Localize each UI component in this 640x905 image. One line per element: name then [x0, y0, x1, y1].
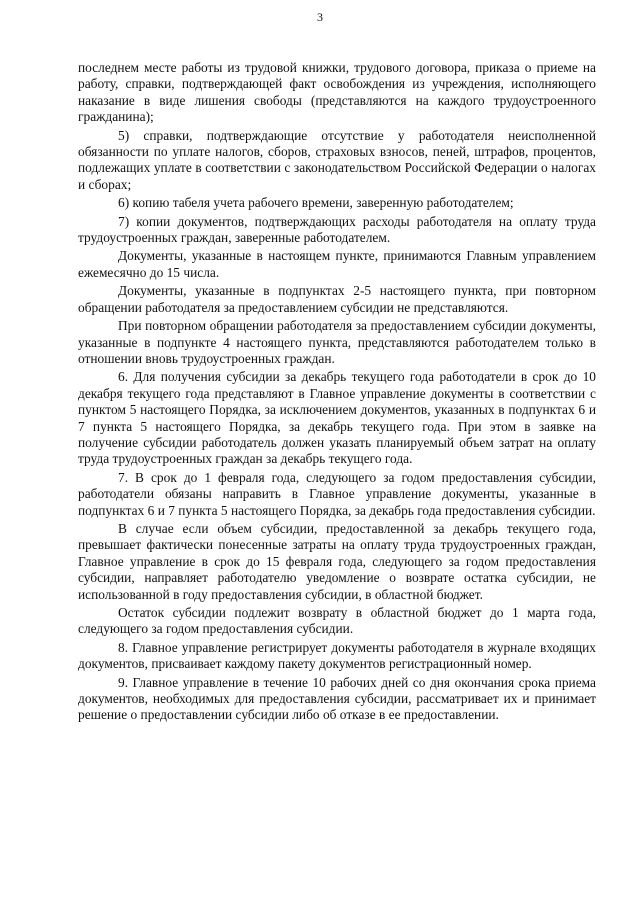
paragraph-item-5: 5) справки, подтверждающие отсутствие у работодателя неисполненной обязанности по уплате налогов, сборов, страховых взносов, пеней, штрафов, процентов, подлежащих уплате в соответствии с законодательством Российской Федерации о налогах и сборах;	[78, 127, 596, 192]
paragraph-remainder-return: Остаток субсидии подлежит возврату в областной бюджет до 1 марта года, следующего за годом предоставления субсидии.	[78, 605, 596, 637]
paragraph-continuation: последнем месте работы из трудовой книжки, трудового договора, приказа о приеме на работу, справки, подтверждающей факт освобождения из учреждения, исполняющего наказание в виде лишения свободы (представляются на каждого трудоустроенного гражданина);	[78, 60, 596, 125]
paragraph-section-8: 8. Главное управление регистрирует документы работодателя в журнале входящих документов, присваивает каждому пакету документов регистрационный номер.	[78, 639, 596, 672]
paragraph-section-9: 9. Главное управление в течение 10 рабочих дней со дня окончания срока приема документов, необходимых для предоставления субсидии, рассматривает их и принимает решение о предоставлении субсидии либо об отказе в ее предоставлении.	[78, 674, 596, 723]
page-number: 3	[317, 10, 323, 24]
paragraph-documents-deadline: Документы, указанные в настоящем пункте, принимаются Главным управлением ежемесячно до 15 числа.	[78, 248, 596, 280]
paragraph-section-7: 7. В срок до 1 февраля года, следующего за годом предоставления субсидии, работодатели обязаны направить в Главное управление документы, указанные в подпунктах 6 и 7 пункта 5 настоящего Порядка, за декабрь года предоставления субсидии.	[78, 469, 596, 518]
paragraph-item-7: 7) копии документов, подтверждающих расходы работодателя на оплату труда трудоустроенных граждан, заверенные работодателем.	[78, 213, 596, 246]
paragraph-excess-subsidy: В случае если объем субсидии, предоставленной за декабрь текущего года, превышает фактически понесенные затраты на оплату труда трудоустроенных граждан, Главное управление в срок до 15 февраля года, следующего за годом предоставления субсидии, направляет работодателю уведомление о возврате остатка субсидии, не использованной в году предоставления субсидии, в областной бюджет.	[78, 520, 596, 602]
document-body	[78, 60, 596, 726]
paragraph-repeat-not-required: Документы, указанные в подпунктах 2-5 настоящего пункта, при повторном обращении работодателя за предоставлением субсидии не представляются.	[78, 283, 596, 315]
paragraph-item-6: 6) копию табеля учета рабочего времени, заверенную работодателем;	[118, 195, 514, 211]
paragraph-repeat-new-employees: При повторном обращении работодателя за предоставлением субсидии документы, указанные в подпункте 4 настоящего пункта, представляются работодателем только в отношении вновь трудоустроенных граждан.	[78, 318, 596, 366]
paragraph-section-6: 6. Для получения субсидии за декабрь текущего года работодатели в срок до 10 декабря текущего года представляют в Главное управление документы в соответствии с пунктом 5 настоящего Порядка, за исключением документов, указанных в подпунктах 6 и 7 пункта 5 настоящего Порядка, за декабрь текущего года. При этом в заявке на получение субсидии работодатель должен указать планируемый объем затрат на оплату труда трудоустроенных граждан за декабрь текущего года.	[78, 369, 596, 467]
